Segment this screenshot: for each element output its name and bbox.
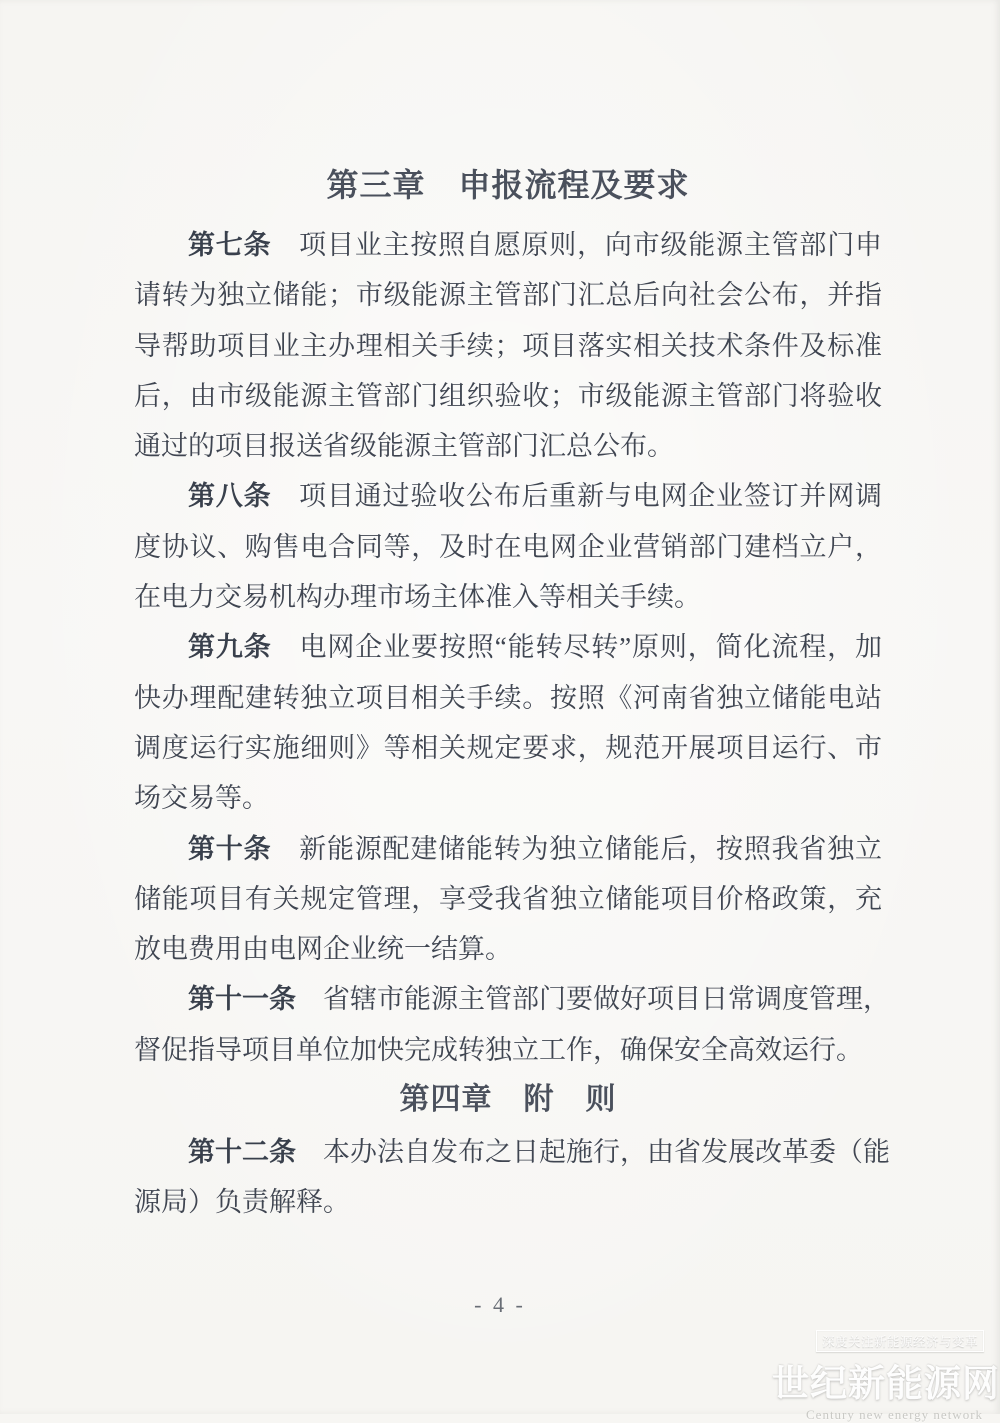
- article-8-line-1: [134, 471, 882, 521]
- article-11-text: 省辖市能源主管部门要做好项目日常调度管理，: [296, 984, 890, 1015]
- article-7-text: 项目业主按照自愿原则，向市级能源主管部门申: [271, 230, 882, 260]
- article-9-line-4: 场交易等。: [134, 783, 269, 814]
- page-number: - 4 -: [474, 1292, 526, 1317]
- article-11-paragraph: [134, 974, 890, 1075]
- article-7-line-5: 通过的项目报送省级能源主管部门汇总公布。: [134, 431, 674, 462]
- article-8-line-3: 在电力交易机构办理市场主体准入等相关手续。: [134, 582, 701, 613]
- article-8-number: 第八条: [188, 481, 272, 512]
- article-12-line-1: [134, 1127, 890, 1177]
- article-12-paragraph: [134, 1127, 890, 1228]
- article-7-line-1: [134, 220, 882, 270]
- chapter-4-heading: 第四章 附 则: [399, 1083, 617, 1117]
- article-7-paragraph: [134, 220, 882, 471]
- site-watermark: [772, 1330, 1000, 1423]
- article-10-line-2: 储能项目有关规定管理，享受我省独立储能项目价格政策，充: [134, 883, 882, 914]
- article-11-line-2: 督促指导项目单位加快完成转独立工作，确保安全高效运行。: [134, 1034, 863, 1065]
- chapter-3-content: [134, 220, 890, 1075]
- article-9-line-1: [134, 622, 882, 672]
- article-7-line-4: 后，由市级能源主管部门组织验收；市级能源主管部门将验收: [134, 380, 882, 411]
- chapter-3-heading: 第三章 申报流程及要求: [326, 167, 690, 203]
- article-8-line-2: 度协议、购售电合同等，及时在电网企业营销部门建档立户，: [134, 531, 882, 562]
- watermark-site-name-english: Century new energy network: [806, 1407, 984, 1422]
- article-7-line-2: 请转为独立储能；市级能源主管部门汇总后向社会公布，并指: [134, 280, 882, 311]
- document-body: [134, 0, 890, 1228]
- article-9-line-3: 调度运行实施细则》等相关规定要求，规范开展项目运行、市: [134, 732, 882, 763]
- article-10-number: 第十条: [188, 833, 272, 864]
- article-7-number: 第七条: [188, 230, 272, 260]
- article-9-text: 电网企业要按照“能转尽转”原则，简化流程，加: [271, 632, 883, 663]
- article-9-paragraph: [134, 622, 882, 823]
- article-10-line-1: [134, 824, 882, 874]
- article-12-text: 本办法自发布之日起施行，由省发展改革委（能: [296, 1137, 890, 1168]
- article-11-line-1: [134, 974, 890, 1024]
- article-9-line-2: 快办理配建转独立项目相关手续。按照《河南省独立储能电站: [134, 682, 882, 713]
- chapter-4-content: [134, 1127, 890, 1228]
- article-10-line-3: 放电费用由电网企业统一结算。: [134, 934, 512, 965]
- article-12-number: 第十二条: [188, 1137, 296, 1168]
- article-10-text: 新能源配建储能转为独立储能后，按照我省独立: [271, 833, 882, 864]
- article-8-text: 项目通过验收公布后重新与电网企业签订并网调: [271, 481, 882, 512]
- watermark-site-name: 世纪新能源网: [772, 1363, 1000, 1404]
- article-8-paragraph: [134, 471, 882, 622]
- article-7-line-3: 导帮助项目业主办理相关手续；项目落实相关技术条件及标准: [134, 330, 882, 361]
- article-12-line-2: 源局）负责解释。: [134, 1187, 350, 1218]
- watermark-tagline: 深度关注新能源经济与变革: [816, 1330, 984, 1352]
- article-11-number: 第十一条: [188, 984, 296, 1015]
- article-10-paragraph: [134, 824, 882, 975]
- article-9-number: 第九条: [188, 632, 272, 663]
